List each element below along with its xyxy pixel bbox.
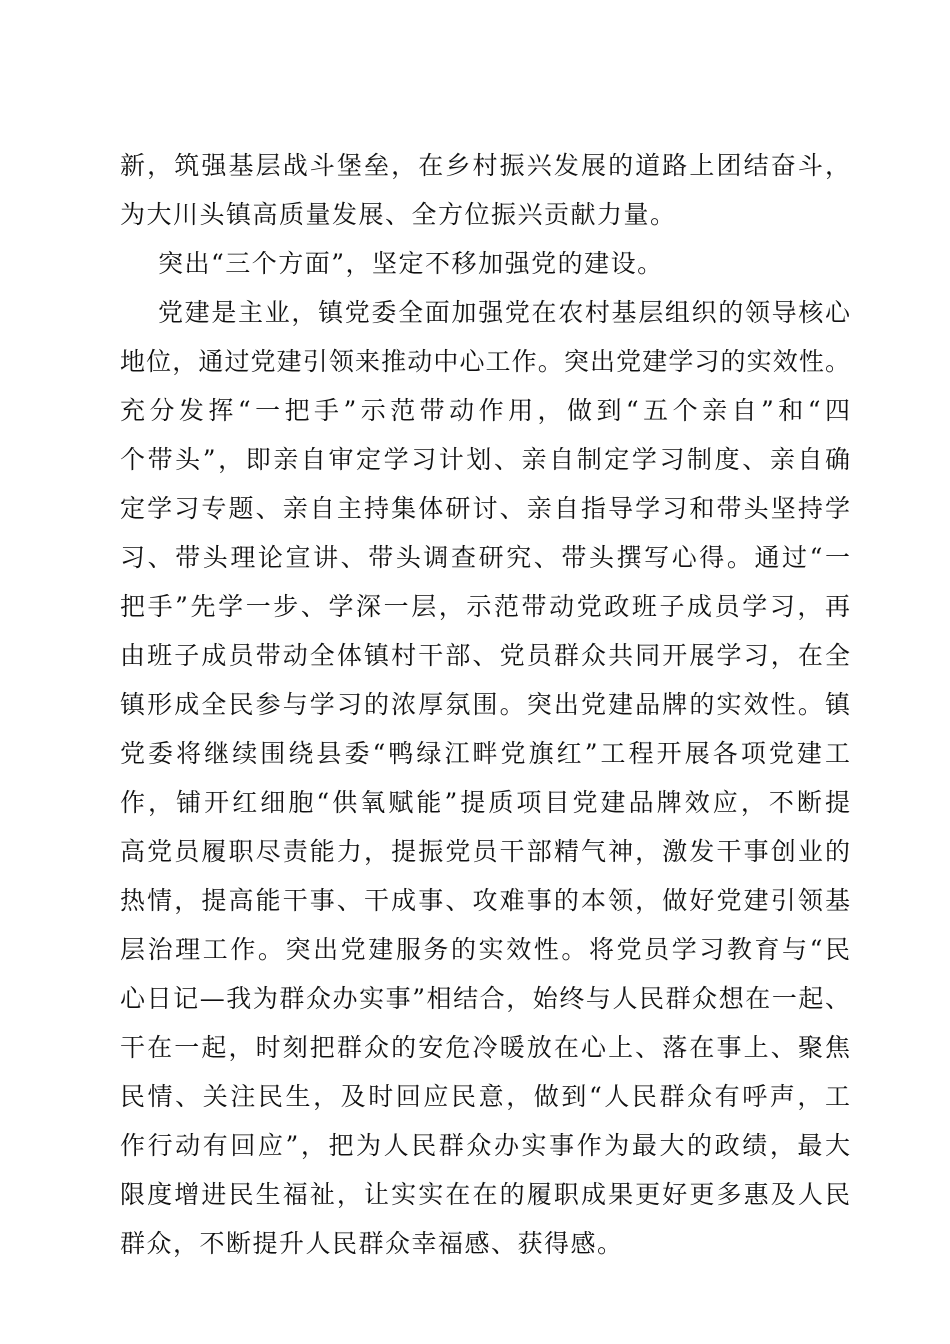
text-line: 定学习专题、亲自主持集体研讨、亲自指导学习和带头坚持学: [120, 494, 850, 523]
text-line: 民情、关注民生，及时回应民意，做到“人民群众有呼声，工: [120, 1082, 850, 1111]
text-line: 党委将继续围绕县委“鸭绿江畔党旗红”工程开展各项党建工: [120, 739, 850, 768]
text-line: 习、带头理论宣讲、带头调查研究、带头撰写心得。通过“一: [120, 543, 850, 572]
text-line: 党建是主业，镇党委全面加强党在农村基层组织的领导核心: [158, 298, 850, 327]
text-line: 限度增进民生福祉，让实实在在的履职成果更好更多惠及人民: [120, 1180, 850, 1209]
text-line: 热情，提高能干事、干成事、攻难事的本领，做好党建引领基: [120, 886, 850, 915]
text-line: 群众，不断提升人民群众幸福感、获得感。: [120, 1229, 624, 1258]
text-line: 充分发挥“一把手”示范带动作用，做到“五个亲自”和“四: [120, 396, 850, 425]
text-line: 由班子成员带动全体镇村干部、党员群众共同开展学习，在全: [120, 641, 850, 670]
section-heading: 突出“三个方面”，坚定不移加强党的建设。: [158, 249, 664, 278]
text-line: 为大川头镇高质量发展、全方位振兴贡献力量。: [120, 200, 677, 229]
body-text: [120, 141, 850, 1268]
text-line: 地位，通过党建引领来推动中心工作。突出党建学习的实效性。: [120, 347, 850, 376]
text-line: 作行动有回应”，把为人民群众办实事作为最大的政绩，最大: [120, 1131, 850, 1160]
text-line: 把手”先学一步、学深一层，示范带动党政班子成员学习，再: [120, 592, 850, 621]
text-line: 个带头”，即亲自审定学习计划、亲自制定学习制度、亲自确: [120, 445, 850, 474]
text-line: 层治理工作。突出党建服务的实效性。将党员学习教育与“民: [120, 935, 850, 964]
text-line: 作，铺开红细胞“供氧赋能”提质项目党建品牌效应，不断提: [120, 788, 850, 817]
text-line: 新，筑强基层战斗堡垒，在乡村振兴发展的道路上团结奋斗，: [120, 151, 850, 180]
text-line: 干在一起，时刻把群众的安危冷暖放在心上、落在事上、聚焦: [120, 1033, 850, 1062]
text-line: 镇形成全民参与学习的浓厚氛围。突出党建品牌的实效性。镇: [120, 690, 850, 719]
text-line: 高党员履职尽责能力，提振党员干部精气神，激发干事创业的: [120, 837, 850, 866]
text-line: 心日记—我为群众办实事”相结合，始终与人民群众想在一起、: [120, 984, 850, 1013]
